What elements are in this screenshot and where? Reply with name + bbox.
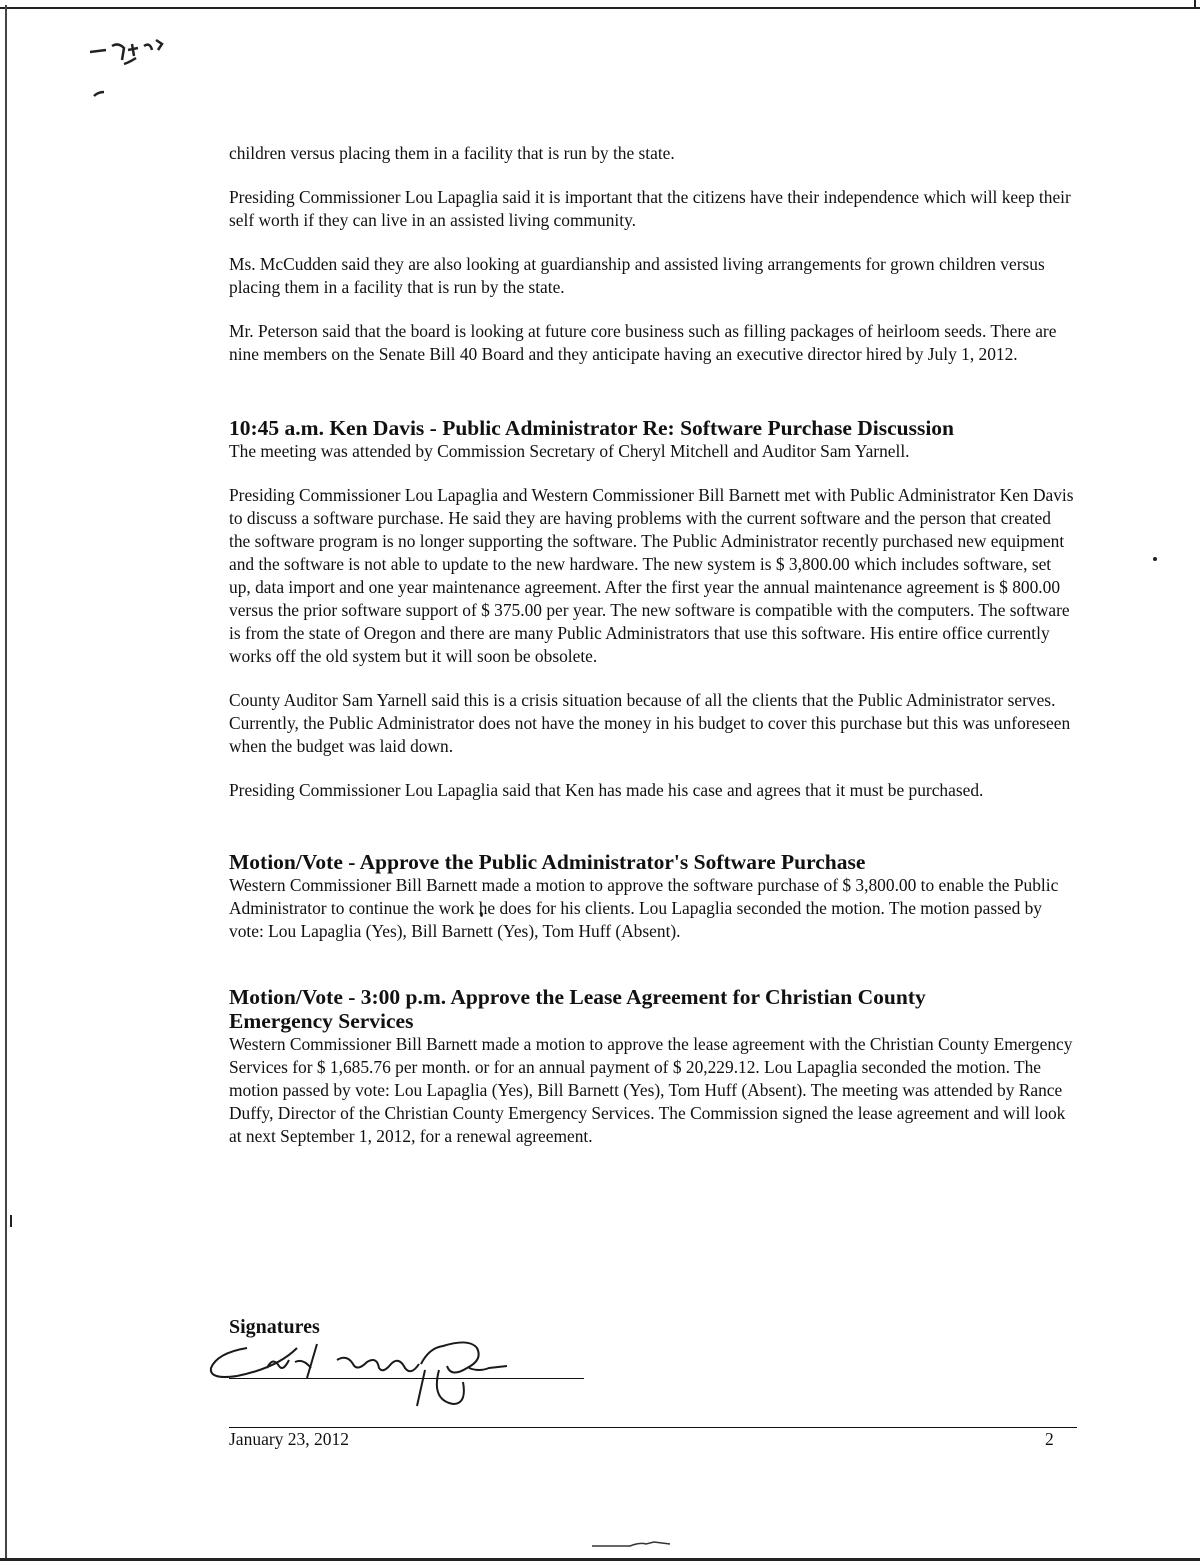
paragraph: Western Commissioner Bill Barnett made a motion to approve the software purchase of $ 3,800.00 to enable the Public Administrator to continue the work he does for his clients. Lou Lapaglia seconded the motion. The motion passed by vote: Lou Lapaglia (Yes), Bill Barnett (Yes), Tom Huff (Absent). [229, 875, 1059, 941]
scan-mark [1194, 0, 1196, 9]
footer-rule [229, 1427, 1077, 1428]
section-heading: 10:45 a.m. Ken Davis - Public Administrator Re: Software Purchase Discussion [229, 416, 955, 440]
paragraph: Presiding Commissioner Lou Lapaglia said it is important that the citizens have their independence which will keep their self worth if they can live in an assisted living community. [229, 187, 1071, 230]
paragraph: children versus placing them in a facility that is run by the state. [229, 143, 675, 163]
paragraph: Mr. Peterson said that the board is looking at future core business such as filling packages of heirloom seeds. There are nine members on the Senate Bill 40 Board and they anticipate having an executive director hired by July 1, 2012. [229, 321, 1057, 364]
paragraph: The meeting was attended by Commission Secretary of Cheryl Mitchell and Auditor Sam Yarnell. [229, 441, 910, 461]
footer-date: January 23, 2012 [229, 1429, 350, 1449]
paragraph: County Auditor Sam Yarnell said this is a crisis situation because of all the clients that the Public Administrator serves. Currently, the Public Administrator does not have the money in his budget to cover this purchase but this was unforeseen when the budget was laid down. [229, 690, 1071, 756]
section-spacer [229, 802, 1074, 850]
scan-speck [10, 1215, 12, 1227]
scan-speck [1153, 557, 1157, 561]
page-number: 2 [1045, 1429, 1054, 1449]
paragraph: Western Commissioner Bill Barnett made a motion to approve the lease agreement with the Christian County Emergency Services for $ 1,685.76 per month. or for an annual payment of $ 20,229.12. Lou Lapaglia seconded the motion. The motion passed by vote: Lou Lapaglia (Yes), Bill Barnett (Yes), Tom Huff (Absent). The meeting was attended by Rance Duffy, Director of the Christian County Emergency Services. The Commission signed the lease agreement and will look at next September 1, 2012, for a renewal agreement. [229, 1034, 1073, 1146]
paragraph: Ms. McCudden said they are also looking at guardianship and assisted living arrangements for grown children versus placing them in a facility that is run by the state. [229, 254, 1045, 297]
section-spacer [229, 943, 1074, 985]
signatures-label: Signatures [229, 1316, 320, 1338]
signature-line [229, 1378, 584, 1379]
paragraph: Presiding Commissioner Lou Lapaglia and Western Commissioner Bill Barnett met with Public Administrator Ken Davis to discuss a software purchase. He said they are having problems with the current software and the person that created the software program is no longer supporting the software. The Public Administrator recently purchased new equipment and the software is not able to update to the new hardware. The new system is $ 3,800.00 which includes software, set up, data import and one year maintenance agreement. After the first year the annual maintenance agreement is $ 800.00 versus the prior software support of $ 375.00 per year. The new software is compatible with the computers. The software is from the state of Oregon and there are many Public Administrators that use this software. His entire office currently works off the old system but it will soon be obsolete. [229, 485, 1074, 666]
document-body [229, 142, 1074, 1169]
scan-border-bottom [0, 1558, 1200, 1561]
section-spacer [229, 366, 1074, 416]
scan-border-top [0, 0, 1200, 9]
paragraph: Presiding Commissioner Lou Lapaglia said that Ken has made his case and agrees that it must be purchased. [229, 780, 984, 800]
scan-artifact-mark [88, 36, 218, 106]
section-heading: Motion/Vote - 3:00 p.m. Approve the Lease Agreement for Christian County Emergency Services [229, 985, 926, 1033]
section-heading: Motion/Vote - Approve the Public Administrator's Software Purchase [229, 850, 866, 874]
scan-artifact-mark [590, 1538, 680, 1550]
handwritten-signature [207, 1308, 567, 1408]
scan-border-left [5, 5, 7, 1560]
signature-block [229, 1316, 1089, 1449]
